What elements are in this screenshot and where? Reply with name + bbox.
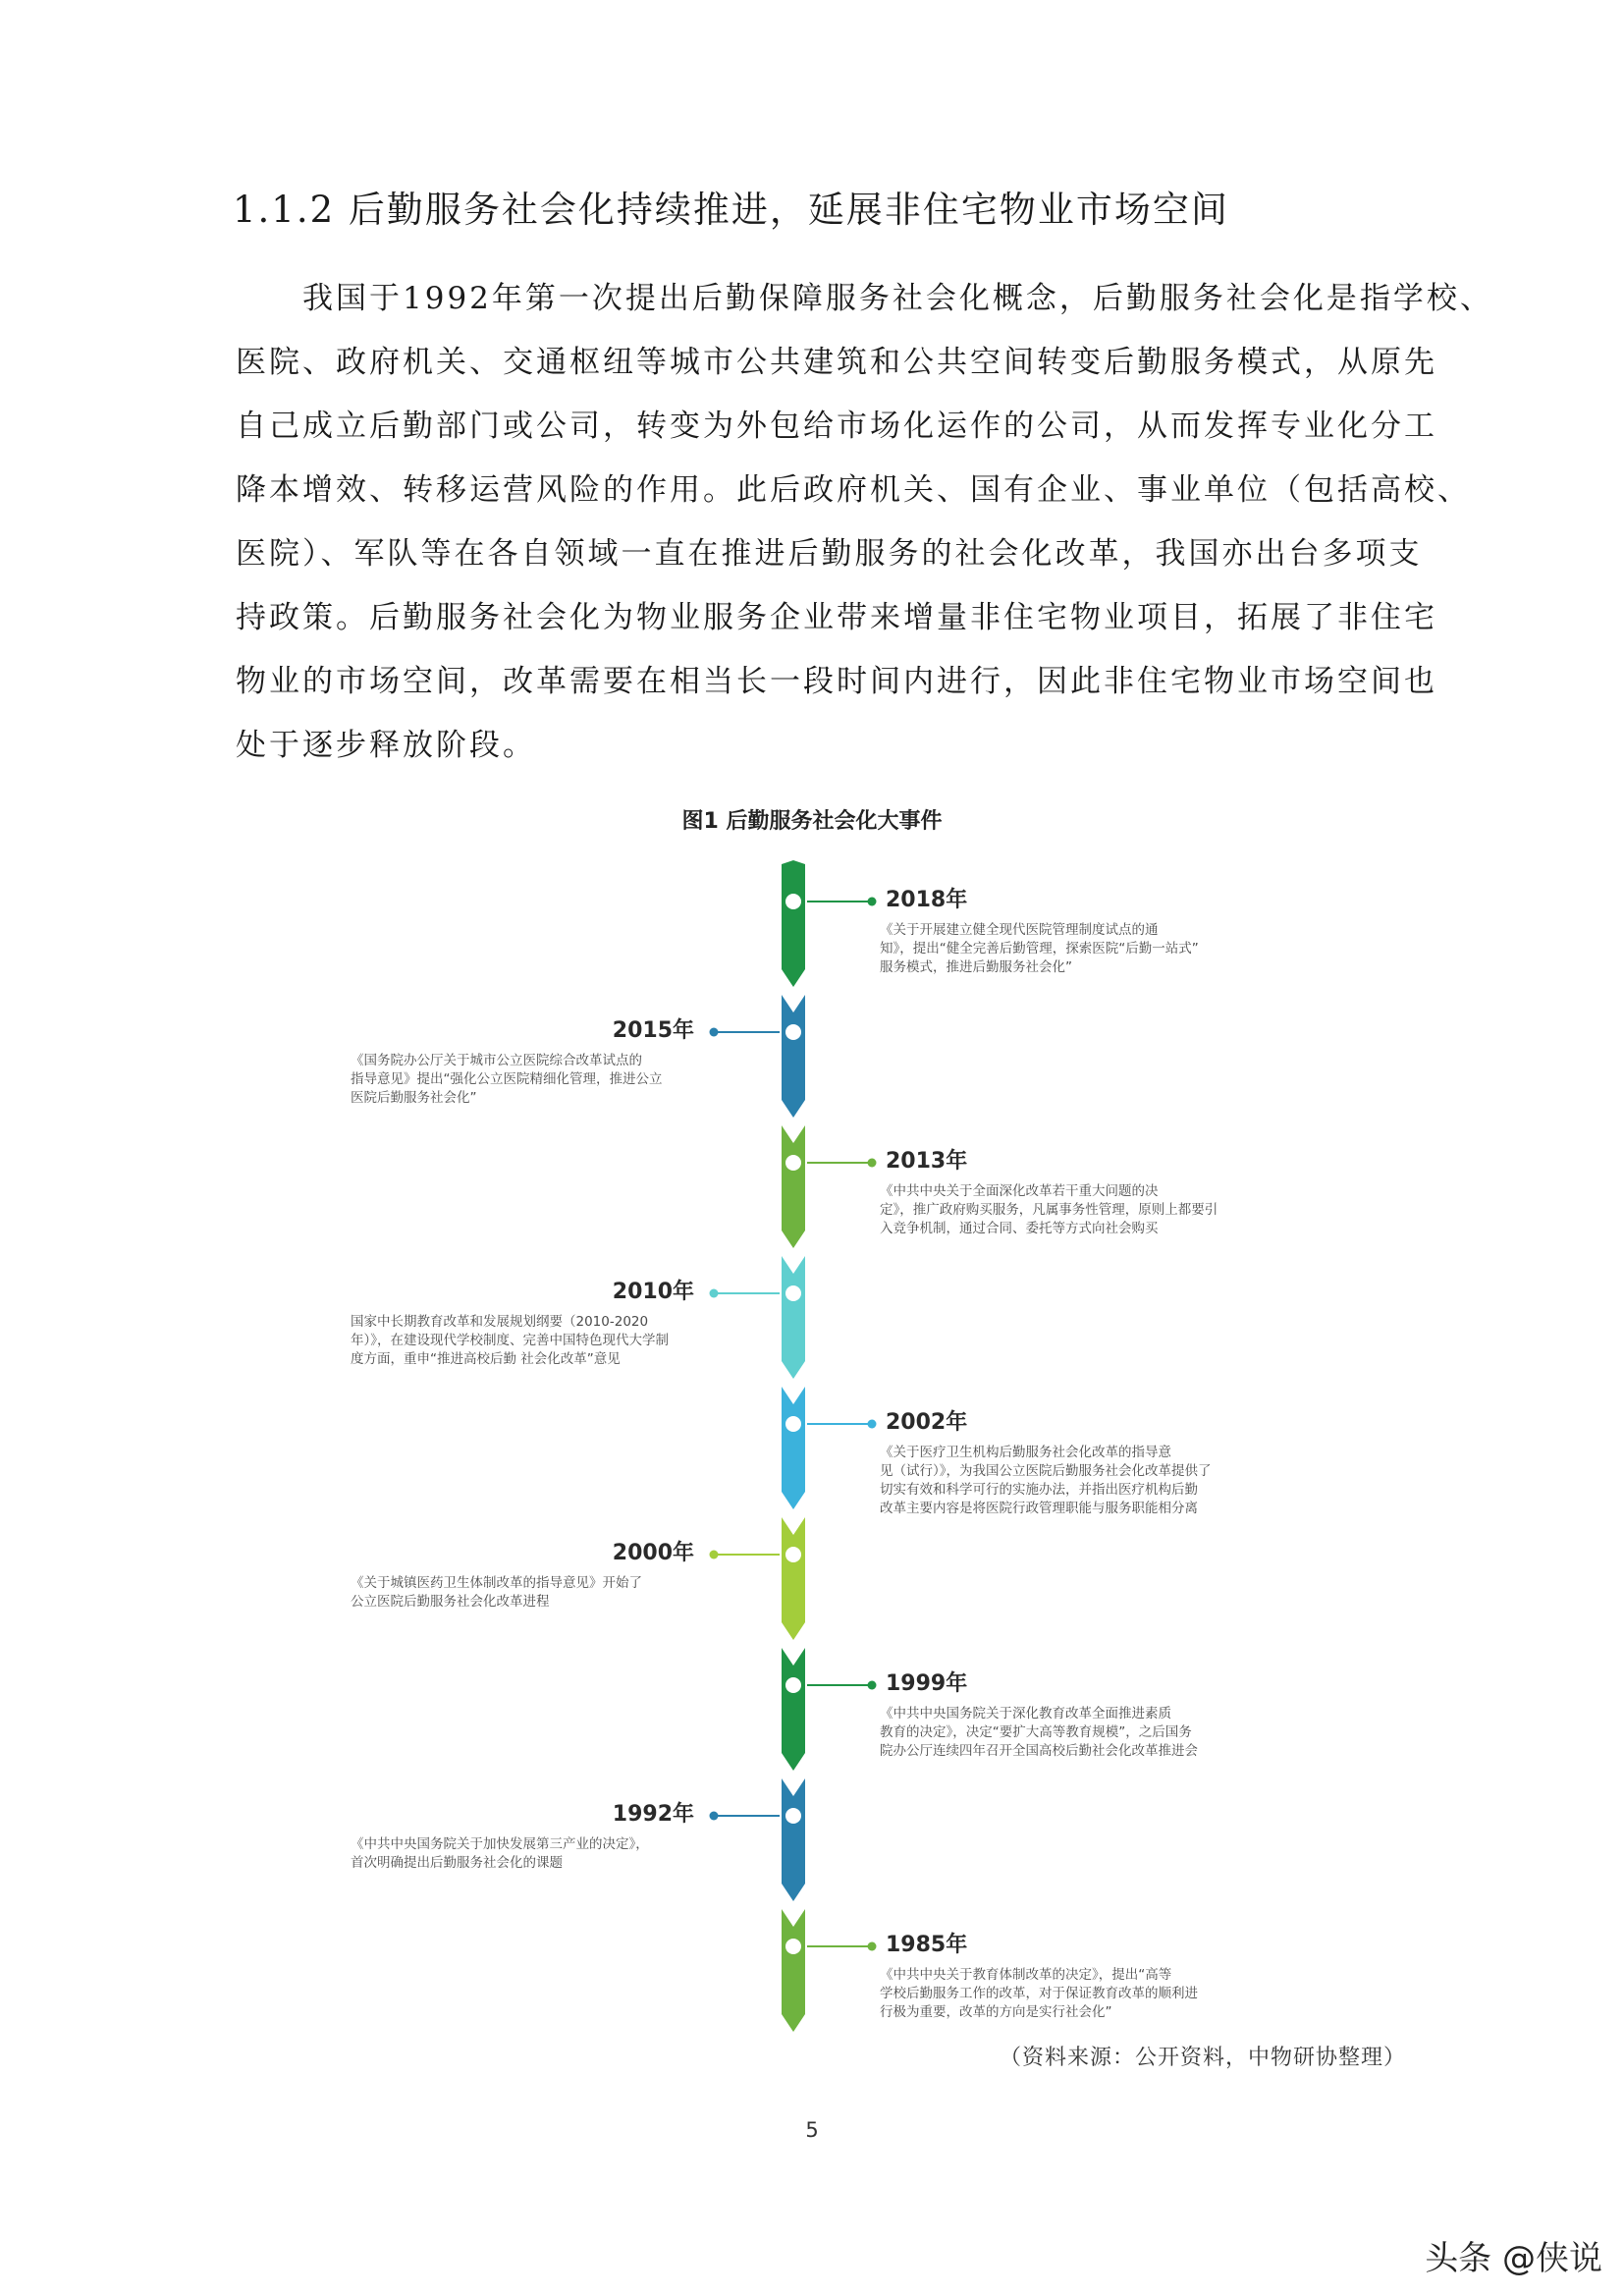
event-year: 2000年 [612,1541,694,1565]
event-year: 2015年 [612,1018,694,1043]
event-description-line: 切实有效和科学可行的实施办法，并指出医疗机构后勤 [880,1482,1198,1498]
event-description-line: 《中共中央关于全面深化改革若干重大问题的决 [880,1183,1159,1199]
event-description-line: 入竞争机制，通过合同、委托等方式向社会购买 [880,1221,1159,1236]
paragraph-line: 医院、政府机关、交通枢纽等城市公共建筑和公共空间转变后勤服务模式，从原先 [236,345,1437,380]
timeline-node [785,1285,801,1301]
event-description-line: 见（试行）》，为我国公立医院后勤服务社会化改革提供了 [880,1463,1212,1479]
timeline-node [785,1416,801,1432]
event-description-line: 院办公厅连续四年召开全国高校后勤社会化改革推进会 [880,1743,1198,1759]
event-description-line: 《关于城镇医药卫生体制改革的指导意见》开始了 [351,1575,642,1591]
event-description [880,921,1259,977]
timeline-segment [782,1778,805,1901]
timeline-node [785,1677,801,1693]
paragraph-line: 持政策。后勤服务社会化为物业服务企业带来增量非住宅物业项目，拓展了非住宅 [236,600,1437,635]
event-description-line: 定》，推广政府购买服务，凡属事务性管理，原则上都要引 [880,1202,1218,1218]
timeline-node [785,1547,801,1562]
event-year: 2002年 [886,1410,968,1435]
event-description-line: 《中共中央国务院关于深化教育改革全面推进素质 [880,1706,1171,1722]
event-description [351,1574,720,1612]
timeline-node [785,1024,801,1040]
timeline-event [880,1669,1259,1761]
timeline-event [880,886,1259,977]
event-year: 2018年 [886,888,968,912]
event-description-line: 教育的决定》，决定“要扩大高等教育规模”，之后国务 [880,1724,1192,1740]
timeline-connector-dot [868,898,877,906]
timeline-event [880,1147,1259,1238]
timeline-segment [782,1909,805,2032]
timeline-event [880,1408,1259,1518]
event-year: 1999年 [886,1671,968,1696]
event-description-line: 公立医院后勤服务社会化改革进程 [351,1594,550,1610]
event-year: 1985年 [886,1933,968,1957]
event-year: 2013年 [886,1149,968,1174]
event-description [880,1705,1259,1761]
event-description-line: 年）》，在建设现代学校制度、完善中国特色现代大学制 [351,1333,669,1348]
paragraph-line: 降本增效、转移运营风险的作用。此后政府机关、国有企业、事业单位（包括高校、 [236,472,1471,508]
event-description [880,1966,1259,2022]
page-number: 5 [805,2118,819,2142]
timeline-event [351,1800,724,1873]
timeline-connector-dot [868,1420,877,1429]
event-description-line: 《关于开展建立健全现代医院管理制度试点的通 [880,922,1159,938]
timeline-connector-dot [868,1681,877,1690]
event-description [880,1444,1259,1518]
event-description-line: 指导意见》提出“强化公立医院精细化管理，推进公立 [351,1071,663,1087]
timeline-event [351,1016,724,1108]
paragraph-line: 处于逐步释放阶段。 [236,728,536,763]
event-description-line: 首次明确提出后勤服务社会化的课题 [351,1855,563,1871]
event-description-line: 国家中长期教育改革和发展规划纲要（2010-2020 [351,1314,649,1330]
event-description-line: 行极为重要，改革的方向是实行社会化” [880,2004,1112,2020]
event-description [351,1835,720,1873]
timeline-event [351,1539,724,1612]
timeline-segment [782,860,805,987]
event-year: 2010年 [612,1280,694,1304]
timeline-segment [782,1256,805,1379]
event-description [880,1182,1259,1238]
paragraph-line: 物业的市场空间，改革需要在相当长一段时间内进行，因此非住宅物业市场空间也 [236,664,1437,699]
timeline-event [351,1278,724,1369]
timeline-node [785,1939,801,1954]
paragraph-line: 我国于1992年第一次提出后勤保障服务社会化概念，后勤服务社会化是指学校、 [236,281,1493,316]
event-description-line: 服务模式，推进后勤服务社会化” [880,959,1072,975]
figure-title: 图1 后勤服务社会化大事件 [681,809,943,834]
event-description-line: 度方面，重申“推进高校后勤 社会化改革”意见 [351,1351,621,1367]
paragraph-line: 自己成立后勤部门或公司，转变为外包给市场化运作的公司，从而发挥专业化分工 [236,409,1437,444]
event-description-line: 知》，提出“健全完善后勤管理，探索医院“后勤一站式” [880,941,1199,957]
event-description-line: 《国务院办公厅关于城市公立医院综合改革试点的 [351,1053,642,1068]
timeline-node [785,1155,801,1171]
event-description-line: 《关于医疗卫生机构后勤服务社会化改革的指导意 [880,1445,1171,1460]
event-description-line: 学校后勤服务工作的改革，对于保证教育改革的顺利进 [880,1986,1198,2001]
event-description [351,1052,720,1108]
watermark: 头条 @侠说 [1425,2239,1602,2278]
timeline-node [785,1808,801,1824]
event-description [351,1313,720,1369]
timeline-segment [782,1387,805,1509]
timeline-connector-dot [868,1159,877,1168]
timeline-segment [782,1648,805,1771]
timeline-node [785,894,801,909]
timeline-event [880,1931,1259,2022]
timeline-connector-dot [868,1942,877,1951]
event-description-line: 医院后勤服务社会化” [351,1090,477,1106]
paragraph-line: 医院）、军队等在各自领域一直在推进后勤服务的社会化改革，我国亦出台多项支 [236,536,1423,572]
event-description-line: 《中共中央国务院关于加快发展第三产业的决定》， [351,1836,649,1852]
event-year: 1992年 [612,1802,694,1827]
timeline-segment [782,995,805,1118]
timeline-segment [782,1517,805,1640]
section-heading: 1.1.2 后勤服务社会化持续推进，延展非住宅物业市场空间 [233,189,1229,231]
timeline-segment [782,1125,805,1248]
source-note: （资料来源：公开资料，中物研协整理） [999,2046,1406,2070]
event-description-line: 改革主要内容是将医院行政管理职能与服务职能相分离 [880,1501,1198,1516]
event-description-line: 《中共中央关于教育体制改革的决定》，提出“高等 [880,1967,1172,1983]
